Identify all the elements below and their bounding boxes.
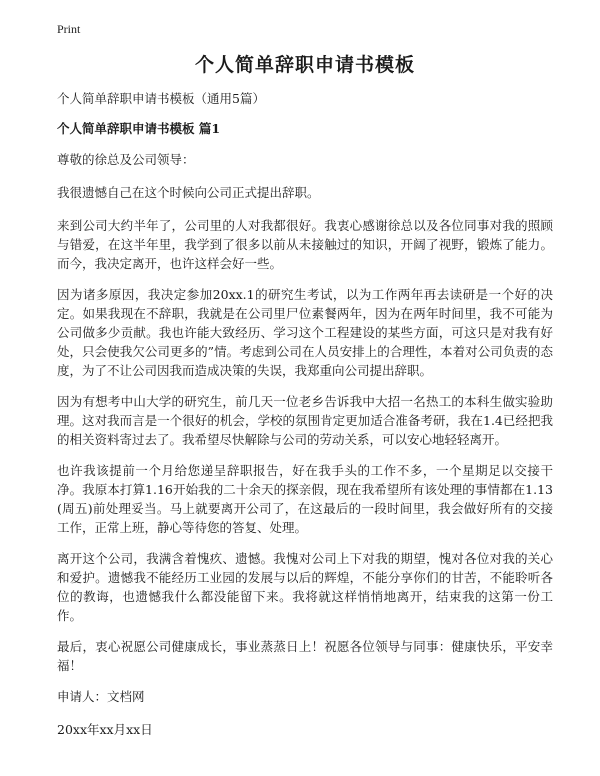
section-heading: 个人简单辞职申请书模板 篇1 (57, 121, 221, 136)
document-body (57, 52, 553, 753)
document-title: 个人简单辞职申请书模板 (194, 54, 415, 76)
letter-signature: 申请人：文档网 (57, 689, 145, 704)
letter-paragraph: 最后，衷心祝愿公司健康成长，事业蒸蒸日上！祝愿各位领导与同事：健康快乐，平安幸福！ (57, 639, 553, 673)
print-link[interactable]: Print (57, 22, 81, 36)
letter-paragraph: 我很遗憾自己在这个时候向公司正式提出辞职。 (57, 185, 320, 200)
letter-paragraph: 离开这个公司，我满含着愧疚、遗憾。我愧对公司上下对我的期望，愧对各位对我的关心和爱护。遗憾我不能经历工业园的发展与以后的辉煌，不能分享你们的甘苦，不能聆听各位的教诲，也遗憾我什么都没能留下来。我将就这样悄悄地离开，结束我的这第一份工作。 (57, 551, 553, 623)
document-subtitle: 个人简单辞职申请书模板（通用5篇） (57, 91, 265, 106)
letter-paragraph: 来到公司大约半年了，公司里的人对我都很好。我衷心感谢徐总以及各位同事对我的照顾与错爱，在这半年里，我学到了很多以前从未接触过的知识，开阔了视野，锻炼了能力。而今，我决定离开，也许这样会好一些。 (57, 218, 553, 271)
letter-paragraph: 也许我该提前一个月给您递呈辞职报告，好在我手头的工作不多，一个星期足以交接干净。我原本打算1.16开始我的二十余天的探亲假，现在我希望所有该处理的事情都在1.13(周五)前处理妥当。马上就要离开公司了，在这最后的一段时间里，我会做好所有的交接工作，正常上班，静心等待您的答复、处理。 (57, 463, 553, 535)
letter-date: 20xx年xx月xx日 (57, 722, 153, 737)
letter-paragraph: 因为有想考中山大学的研究生，前几天一位老乡告诉我中大招一名热工的本科生做实验助理。这对我而言是一个很好的机会，学校的氛围肯定更加适合准备考研，我在1.4已经把我的相关资料寄过去了。我希望尽快解除与公司的劳动关系，可以安心地轻轻离开。 (57, 394, 553, 447)
letter-paragraph: 因为诸多原因，我决定参加20xx.1的研究生考试，以为工作两年再去读研是一个好的决定。如果我现在不辞职，我就是在公司里尸位素餐两年，因为在两年时间里，我不可能为公司做多少贡献。我也许能大致经历、学习这个工程建设的某些方面，可这只是对我有好处，只会使我欠公司更多的”情。考虑到公司在人员安排上的合理性，本着对公司负责的态度，为了不让公司因我而造成决策的失误，我郑重向公司提出辞职。 (57, 287, 553, 378)
letter-greeting: 尊敬的徐总及公司领导： (57, 152, 195, 167)
